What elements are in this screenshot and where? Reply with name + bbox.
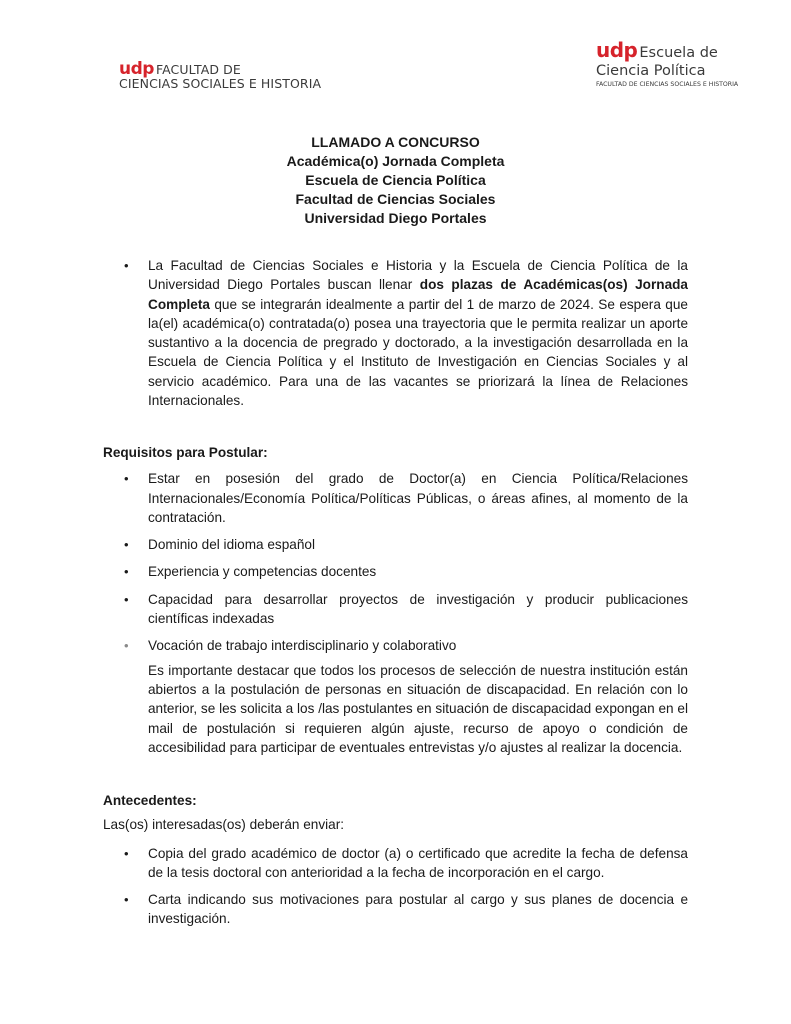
bullet-icon: • xyxy=(124,591,129,607)
requisitos-section xyxy=(103,443,688,757)
faculty-logo-line1: udp FACULTAD DE xyxy=(119,59,241,79)
list-item: • Capacidad para desarrollar proyectos de investigación y producir publicaciones científicas indexadas xyxy=(124,591,688,627)
udp-brand-mark: udp xyxy=(596,38,638,62)
bullet-icon: • xyxy=(124,537,129,553)
document-title xyxy=(0,133,791,228)
bullet-icon: • xyxy=(124,258,129,273)
intro-highlight: dos plazas de Académicas(os) Jornada Completa xyxy=(148,277,688,312)
list-item: • Vocación de trabajo interdisciplinario y colaborativo xyxy=(103,636,688,655)
title-line: Facultad de Ciencias Sociales xyxy=(295,191,496,207)
bullet-icon: • xyxy=(124,638,129,654)
antecedentes-intro: Las(os) interesadas(os) deberán enviar: xyxy=(103,817,345,833)
list-item: • Experiencia y competencias docentes xyxy=(103,562,688,581)
intro-section xyxy=(103,256,688,410)
antecedentes-heading: Antecedentes: xyxy=(103,793,197,808)
udp-brand-mark: udp xyxy=(119,59,154,79)
faculty-logo xyxy=(119,59,322,91)
school-logo-line1: udp Escuela de xyxy=(596,38,718,62)
title-line: LLAMADO A CONCURSO xyxy=(311,134,480,150)
list-item: • Estar en posesión del grado de Doctor(a) en Ciencia Política/Relaciones Internacionales/Economía Política/Políticas Públicas, o áreas afines, al momento de la contratación. xyxy=(124,471,688,525)
requisitos-heading: Requisitos para Postular: xyxy=(103,445,268,460)
bullet-icon: • xyxy=(124,471,129,487)
bullet-icon: • xyxy=(124,564,129,580)
school-logo-line2: Ciencia Política xyxy=(596,63,706,79)
antecedentes-section xyxy=(103,791,688,929)
bullet-icon: • xyxy=(124,845,129,861)
accessibility-note: Es importante destacar que todos los procesos de selección de nuestra institución están abiertos a la postulación de personas en situación de discapacidad. En relación con lo anterior, se les solicita a los /las postulantes en situación de discapacidad expongan en el mail de postulación si requieren algún ajuste, recurso de apoyo o condición de accesibilidad para participar de eventuales entrevistas y/o ajustes al realizar la docencia. xyxy=(148,662,688,755)
title-line: Universidad Diego Portales xyxy=(304,210,487,226)
faculty-logo-line2: CIENCIAS SOCIALES E HISTORIA xyxy=(119,76,322,91)
school-logo xyxy=(596,38,739,89)
intro-paragraph: • La Facultad de Ciencias Sociales e Historia y la Escuela de Ciencia Política de la Universidad Diego Portales buscan llenar dos plazas de Académicas(os) Jornada Completa que se integrarán idealmente a partir del 1 de marzo de 2024. Se espera que la(el) académica(o) contratada(o) posea una trayectoria que le permita realizar un aporte sustantivo a la docencia de pregrado y doctorado, a la investigación desarrollada en la Escuela de Ciencia Política y el Instituto de Investigación en Ciencias Sociales y al servicio académico. Para una de las vacantes se priorizará la línea de Relaciones Internacionales. xyxy=(124,258,688,409)
title-line: Escuela de Ciencia Política xyxy=(305,172,486,188)
title-line: Académica(o) Jornada Completa xyxy=(286,153,505,169)
list-item: • Carta indicando sus motivaciones para postular al cargo y sus planes de docencia e investigación. xyxy=(124,892,688,927)
school-logo-line3: FACULTAD DE CIENCIAS SOCIALES E HISTORIA xyxy=(596,81,739,88)
bullet-icon: • xyxy=(124,892,129,908)
list-item: • Dominio del idioma español xyxy=(103,535,688,554)
list-item: • Copia del grado académico de doctor (a) o certificado que acredite la fecha de defensa de la tesis doctoral con anterioridad a la fecha de incorporación en el cargo. xyxy=(124,845,688,880)
